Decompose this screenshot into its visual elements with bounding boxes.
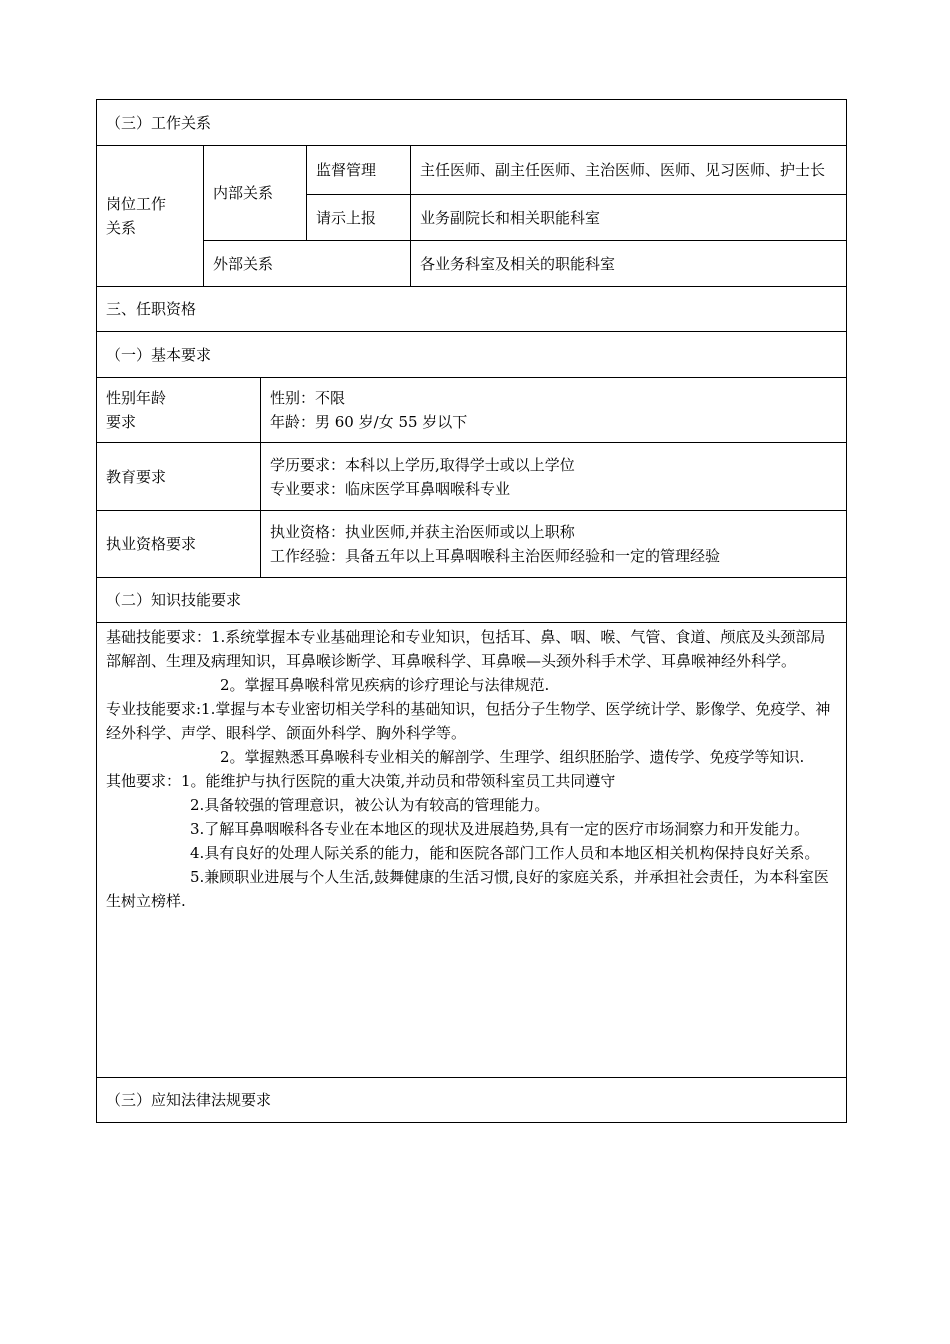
work-relations-heading: （三）工作关系 [97, 100, 847, 146]
license-label: 执业资格要求 [97, 511, 261, 578]
report-label: 请示上报 [307, 195, 411, 241]
license-requirement: 执业资格：执业医师,并获主治医师或以上职称 [270, 523, 575, 541]
report-value: 业务副院长和相关职能科室 [411, 195, 847, 241]
qualifications-heading: 三、任职资格 [97, 287, 847, 332]
other-requirement-3: 3.了解耳鼻咽喉科各专业在本地区的现状及进展趋势,具有一定的医疗市场洞察力和开发能力。 [190, 820, 810, 838]
other-requirement-1: 其他要求：1。能维护与执行医院的重大决策,并动员和带领科室员工共同遵守 [106, 772, 616, 790]
gender-age-label: 性别年龄要求 [97, 378, 261, 443]
supervise-value: 主任医师、副主任医师、主治医师、医师、见习医师、护士长 [411, 146, 847, 195]
skills-heading: （二）知识技能要求 [97, 578, 847, 623]
basic-requirements-heading: （一）基本要求 [97, 332, 847, 378]
other-requirement-4: 4.具有良好的处理人际关系的能力，能和医院各部门工作人员和本地区相关机构保持良好关系。 [190, 844, 820, 862]
license-value [261, 511, 847, 578]
supervise-label: 监督管理 [307, 146, 411, 195]
basic-skill-2: 2。掌握耳鼻喉科常见疾病的诊疗理论与法律规范. [220, 676, 550, 694]
gender-age-value [261, 378, 847, 443]
major-requirement: 专业要求：临床医学耳鼻咽喉科专业 [270, 479, 511, 498]
other-requirement-2: 2.具备较强的管理意识，被公认为有较高的管理能力。 [190, 796, 550, 814]
job-description-table [96, 99, 847, 1123]
basic-skill-1: 基础技能要求：1.系统掌握本专业基础理论和专业知识，包括耳、鼻、咽、喉、气管、食道、颅底及头颈部局部解剖、生理及病理知识，耳鼻喉诊断学、耳鼻喉科学、耳鼻喉—头颈外科手术学、耳鼻喉神经外科学。 [106, 628, 826, 670]
law-requirements-heading: （三）应知法律法规要求 [97, 1078, 847, 1123]
external-relations-label: 外部关系 [204, 241, 411, 287]
age-requirement: 年龄：男 60 岁/女 55 岁以下 [270, 413, 468, 431]
gender-requirement: 性别：不限 [270, 389, 346, 407]
skills-content [97, 623, 847, 1078]
education-value [261, 443, 847, 511]
other-requirement-5: 5.兼顾职业进展与个人生活,鼓舞健康的生活习惯,良好的家庭关系，并承担社会责任，为本科室医生树立榜样. [106, 868, 829, 910]
experience-requirement: 工作经验：具备五年以上耳鼻咽喉科主治医师经验和一定的管理经验 [270, 547, 721, 565]
pro-skill-2: 2。掌握熟悉耳鼻喉科专业相关的解剖学、生理学、组织胚胎学、遗传学、免疫学等知识. [220, 748, 805, 766]
internal-relations-label: 内部关系 [204, 146, 307, 241]
education-label: 教育要求 [97, 443, 261, 511]
post-relations-label: 岗位工作关系 [97, 146, 204, 287]
external-relations-value: 各业务科室及相关的职能科室 [411, 241, 847, 287]
pro-skill-1: 专业技能要求:1.掌握与本专业密切相关学科的基础知识，包括分子生物学、医学统计学、影像学、免疫学、神经外科学、声学、眼科学、颌面外科学、胸外科学等。 [106, 700, 831, 742]
degree-requirement: 学历要求：本科以上学历,取得学士或以上学位 [270, 455, 575, 474]
